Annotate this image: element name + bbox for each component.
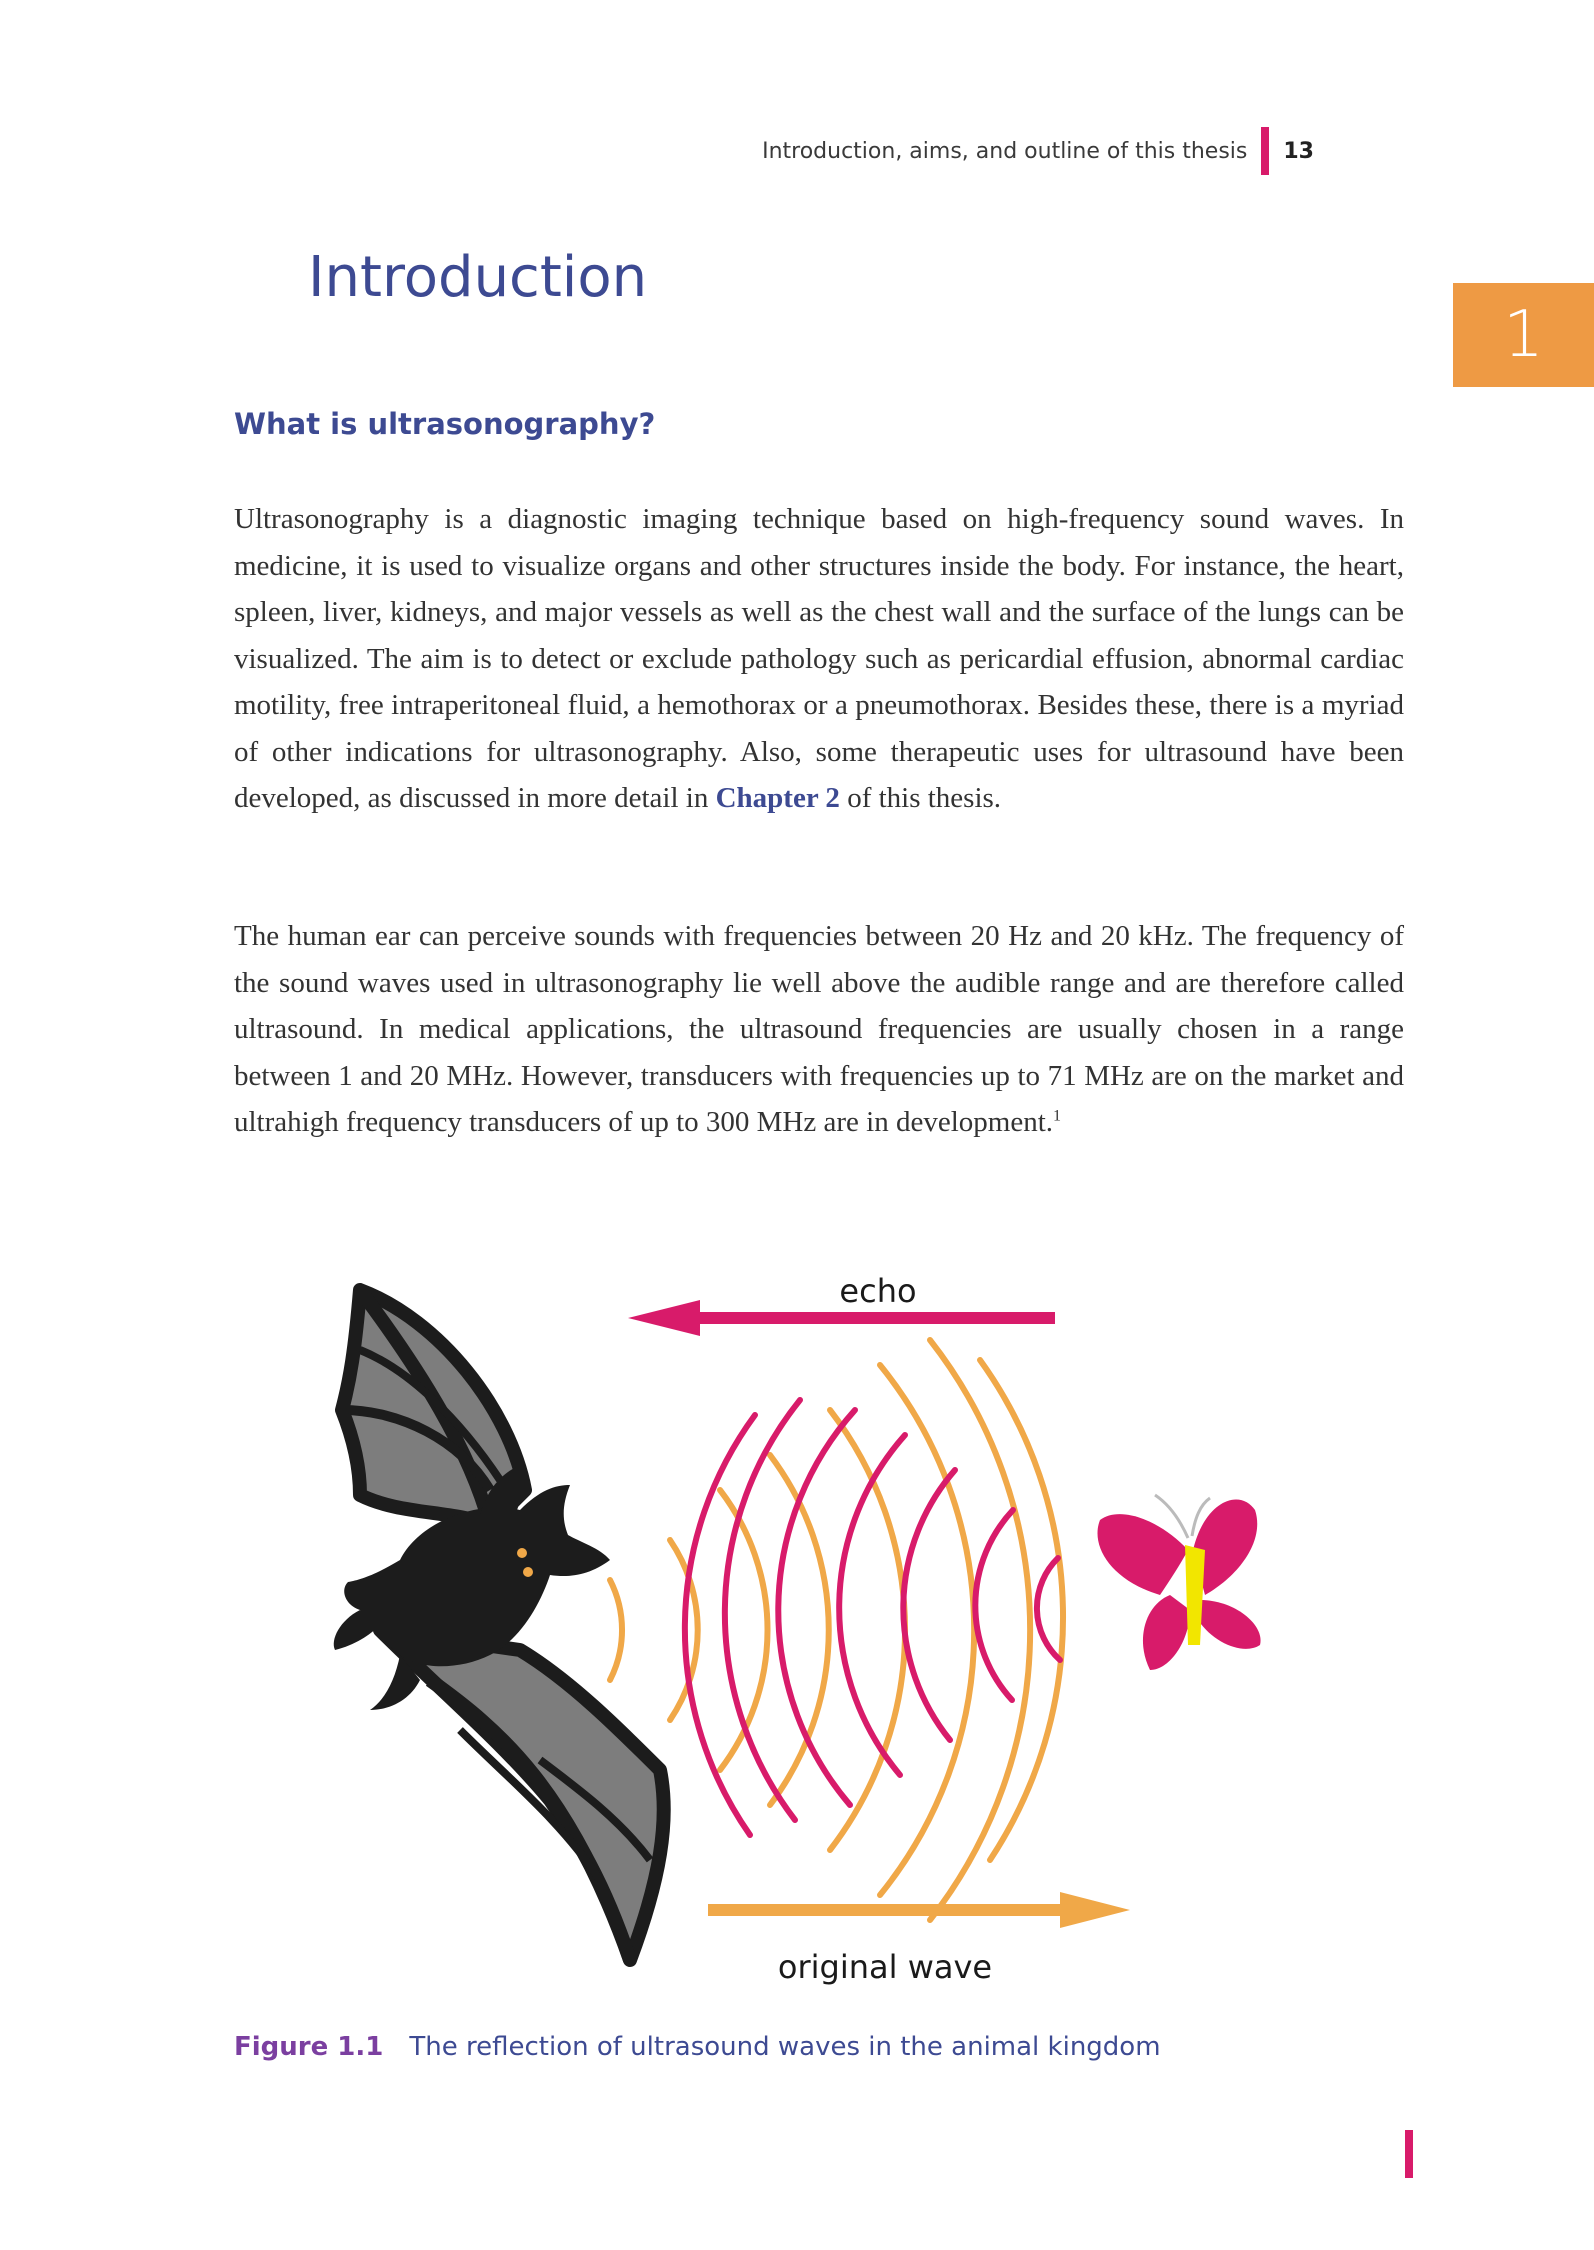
chapter-tab: 1 [1453,283,1594,387]
original-wave-arrow [708,1892,1130,1928]
footnote-ref[interactable]: 1 [1053,1107,1061,1125]
figure-bat-echolocation [300,1260,1300,2020]
page-title: Introduction [308,245,648,310]
figure-number: Figure 1.1 [234,2032,384,2062]
original-wave-arcs [610,1340,1063,1920]
original-wave-label: original wave [777,1948,993,1986]
paragraph-1 [234,496,1404,822]
bat-eye [523,1567,533,1577]
figure-illustration [300,1260,1300,2020]
echo-label: echo [839,1272,917,1310]
paragraph-2 [234,913,1404,1146]
butterfly-illustration [1098,1495,1261,1670]
echo-wave-arcs [685,1400,1060,1835]
footer-marker [1405,2130,1413,2178]
bat-eye [517,1548,527,1558]
paragraph-2-text: The human ear can perceive sounds with frequencies between 20 Hz and 20 kHz. The frequency of the sound waves used in ultrasonography lie well above the audible range and are therefore called ultrasound. In medical applications, the ultrasound frequencies are usually chosen in a range between 1 and 20 MHz. However, transducers with frequencies up to 71 MHz are on the market and ultrahigh frequency transducers of up to 300 MHz are in development. [234,920,1404,1138]
page-number: 13 [1283,138,1314,164]
running-head [762,130,1314,172]
running-head-title: Introduction, aims, and outline of this thesis [762,138,1248,164]
paragraph-1-tail: of this thesis. [839,782,1002,814]
bat-illustration [334,1290,664,1960]
figure-caption [234,2032,1161,2062]
section-heading: What is ultrasonography? [234,407,656,441]
paragraph-1-text: Ultrasonography is a diagnostic imaging technique based on high-frequency sound waves. In medicine, it is used to visualize organs and other structures inside the body. For instance, the heart, spleen, liver, kidneys, and major vessels as well as the chest wall and the surface of the lungs can be visualized. The aim is to detect or exclude pathology such as pericardial effusion, abnormal cardiac motility, free intraperitoneal fluid, a hemothorax or a pneumothorax. Besides these, there is a myriad of other indications for ultrasonography. Also, some therapeutic uses for ultrasound have been developed, as discussed in more detail in [234,503,1404,814]
chapter-2-link[interactable]: Chapter 2 [715,782,840,814]
figure-caption-text: The reflection of ultrasound waves in the animal kingdom [409,2032,1161,2062]
running-head-divider [1261,127,1269,175]
